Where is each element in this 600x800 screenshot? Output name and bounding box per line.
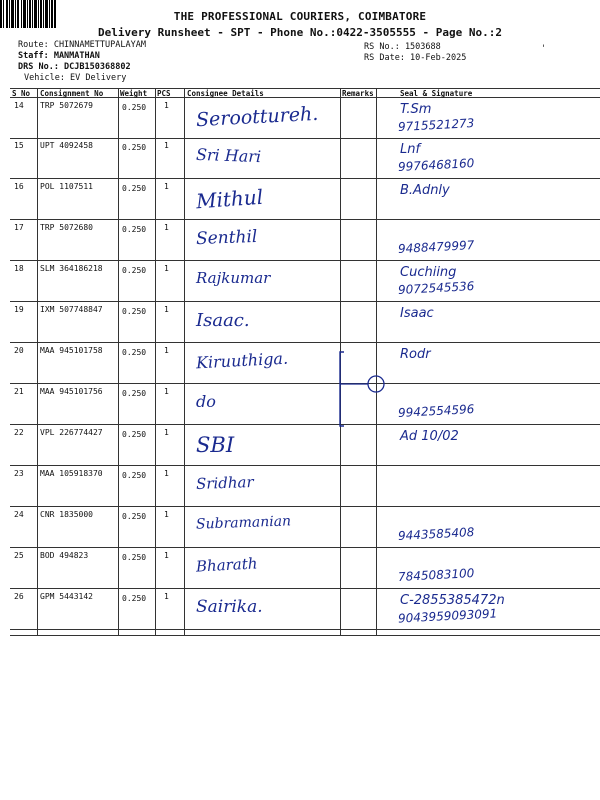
col-header-pcs: PCS [157, 89, 171, 98]
row-seal-signature: B.Adnly [400, 183, 450, 198]
row-sno: 16 [14, 182, 24, 191]
row-pcs: 1 [164, 182, 169, 191]
row-sno: 17 [14, 223, 24, 232]
row-consignment-no: CNR 1835000 [40, 510, 93, 519]
row-pcs: 1 [164, 387, 169, 396]
row-pcs: 1 [164, 469, 169, 478]
row-phone-handwritten: 9942554596 [397, 402, 475, 420]
row-weight: 0.250 [122, 184, 147, 193]
row-consignee-signature: Sairika. [196, 597, 263, 617]
row-seal-signature: Rodr [400, 347, 431, 362]
stray-mark: ' [541, 44, 547, 54]
row-weight: 0.250 [122, 225, 147, 234]
row-weight: 0.250 [122, 266, 147, 275]
row-consignment-no: TRP 5072680 [40, 223, 93, 232]
row-consignee-signature: Kiruuthiga. [195, 348, 289, 373]
row-consignment-no: UPT 4092458 [40, 141, 93, 150]
col-header-remarks: Remarks [342, 89, 374, 98]
row-pcs: 1 [164, 428, 169, 437]
col-header-weight: Weight [120, 89, 148, 98]
route-label: Route: CHINNAMETTUPALAYAM [18, 40, 146, 50]
row-sno: 15 [14, 141, 24, 150]
row-divider [10, 383, 600, 384]
row-pcs: 1 [164, 264, 169, 273]
row-divider [10, 424, 600, 425]
row-pcs: 1 [164, 510, 169, 519]
row-consignment-no: MAA 945101758 [40, 346, 103, 355]
col-header-sno: S No [12, 89, 31, 98]
row-divider [10, 138, 600, 139]
row-weight: 0.250 [122, 594, 147, 603]
company-name: THE PROFESSIONAL COURIERS, COIMBATORE [173, 10, 427, 23]
row-seal-signature: C-2855385472n [400, 593, 505, 608]
row-pcs: 1 [164, 141, 169, 150]
row-pcs: 1 [164, 223, 169, 232]
row-weight: 0.250 [122, 348, 147, 357]
row-consignment-no: MAA 105918370 [40, 469, 103, 478]
row-divider [10, 547, 600, 548]
col-header-consignee: Consignee Details [187, 89, 264, 98]
row-sno: 23 [14, 469, 24, 478]
col-divider [155, 88, 156, 635]
col-divider [37, 88, 38, 635]
row-divider [10, 301, 600, 302]
row-phone-handwritten: 9043959093091 [397, 606, 498, 626]
row-weight: 0.250 [122, 389, 147, 398]
col-divider [118, 88, 119, 635]
row-sno: 21 [14, 387, 24, 396]
row-phone-handwritten: 9072545536 [397, 279, 475, 297]
row-seal-signature: T.Sm [400, 102, 432, 117]
row-consignee-signature: Sri Hari [195, 144, 262, 167]
row-sno: 20 [14, 346, 24, 355]
row-divider [10, 588, 600, 589]
col-header-consignment: Consignment No [40, 89, 104, 98]
row-seal-signature: Ad 10/02 [400, 429, 459, 444]
row-consignee-signature: Isaac. [196, 310, 250, 331]
row-phone-handwritten: 9715521273 [397, 116, 475, 134]
row-divider [10, 219, 600, 220]
row-consignment-no: VPL 226774427 [40, 428, 103, 437]
row-consignee-signature: do [196, 392, 216, 411]
row-pcs: 1 [164, 592, 169, 601]
row-sno: 18 [14, 264, 24, 273]
staff-label: Staff: MANMATHAN [18, 51, 100, 61]
row-pcs: 1 [164, 101, 169, 110]
table-bottom-border [10, 635, 600, 636]
bracket-mark-icon [330, 350, 390, 430]
row-consignment-no: GPM 5443142 [40, 592, 93, 601]
row-sno: 25 [14, 551, 24, 560]
row-consignment-no: MAA 945101756 [40, 387, 103, 396]
row-consignee-signature: Mithul [195, 184, 264, 214]
row-pcs: 1 [164, 551, 169, 560]
row-consignment-no: POL 1107511 [40, 182, 93, 191]
row-consignment-no: SLM 364186218 [40, 264, 103, 273]
row-weight: 0.250 [122, 553, 147, 562]
row-consignee-signature: Senthil [195, 226, 258, 250]
row-consignment-no: IXM 507748847 [40, 305, 103, 314]
row-phone-handwritten: 9976468160 [397, 156, 475, 174]
row-divider [10, 506, 600, 507]
row-pcs: 1 [164, 305, 169, 314]
row-consignee-signature: Seroottureh. [195, 102, 319, 132]
row-seal-signature: Lnf [400, 142, 421, 157]
row-consignee-signature: Bharath [195, 554, 258, 576]
row-consignment-no: TRP 5072679 [40, 101, 93, 110]
row-consignment-no: BOD 494823 [40, 551, 89, 560]
vehicle-label: Vehicle: EV Delivery [24, 73, 127, 83]
row-weight: 0.250 [122, 103, 147, 112]
row-seal-signature: Cuchiing [400, 265, 457, 280]
row-weight: 0.250 [122, 471, 147, 480]
rs-number: RS No.: 1503688 [364, 42, 441, 52]
row-consignee-signature: SBI [196, 433, 235, 457]
row-sno: 19 [14, 305, 24, 314]
row-sno: 14 [14, 101, 24, 110]
row-consignee-signature: Sridhar [195, 472, 254, 494]
row-sno: 24 [14, 510, 24, 519]
row-phone-handwritten: 9443585408 [397, 525, 475, 543]
col-divider [184, 88, 185, 635]
row-weight: 0.250 [122, 430, 147, 439]
row-weight: 0.250 [122, 143, 147, 152]
drs-label: DRS No.: DCJB150368802 [18, 62, 131, 72]
row-seal-signature: Isaac [400, 306, 434, 321]
row-consignee-signature: Subramanian [195, 513, 292, 533]
row-phone-handwritten: 9488479997 [397, 238, 475, 256]
row-weight: 0.250 [122, 307, 147, 316]
row-pcs: 1 [164, 346, 169, 355]
row-divider [10, 178, 600, 179]
row-weight: 0.250 [122, 512, 147, 521]
rs-date: RS Date: 10-Feb-2025 [364, 53, 467, 63]
row-sno: 26 [14, 592, 24, 601]
row-divider [10, 629, 600, 630]
runsheet-title: Delivery Runsheet - SPT - Phone No.:0422-3505555 - Page No.:2 [98, 26, 502, 39]
row-consignee-signature: Rajkumar [196, 269, 271, 287]
col-header-seal: Seal & Signature [400, 89, 473, 98]
row-divider [10, 342, 600, 343]
row-divider [10, 260, 600, 261]
row-sno: 22 [14, 428, 24, 437]
row-divider [10, 465, 600, 466]
row-phone-handwritten: 7845083100 [397, 566, 475, 584]
